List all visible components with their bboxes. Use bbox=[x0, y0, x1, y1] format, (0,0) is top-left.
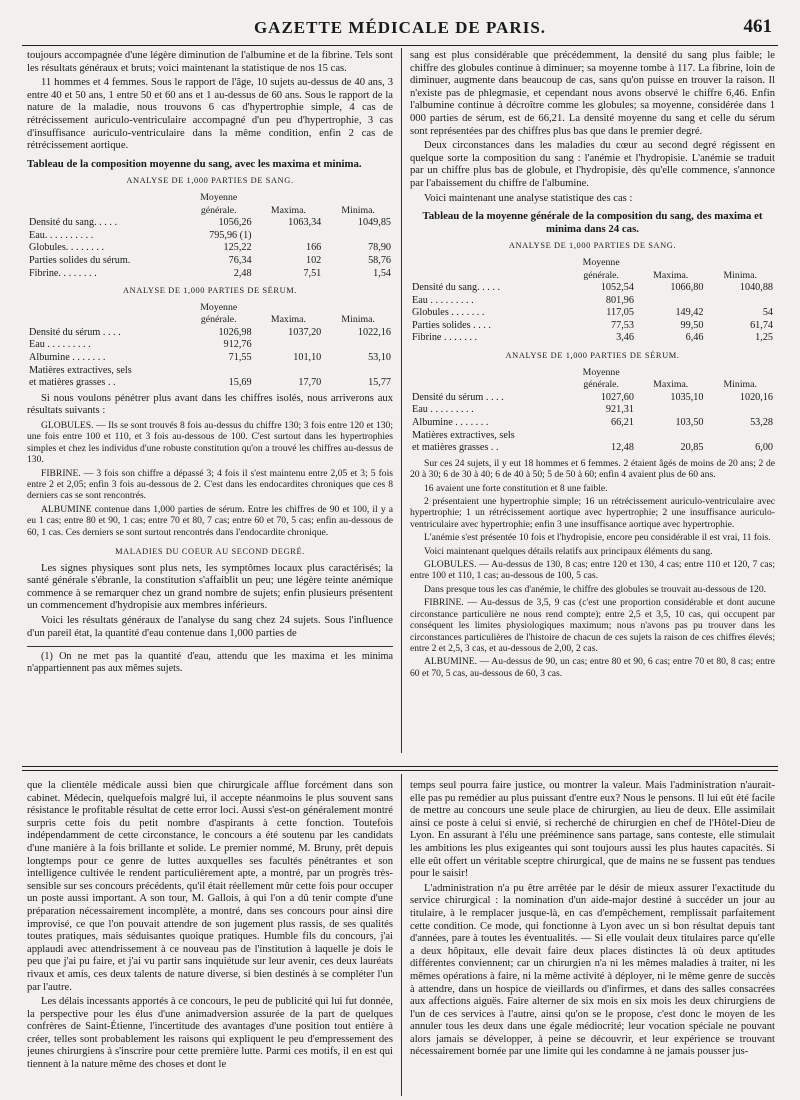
feuilleton-paragraph: temps seul pourra faire justice, ou montrer la valeur. Mais l'administration n'aurait-elle pas pu remédier au plus puissant d'entre eux? Nous le pensons. Il lui eût été facile de mettre au concours une seule place de chirurgien, au lieu de deux. Elle assimilait ainsi ce poste à celui si envié, si recherché de chirurgien en chef de l'Hôtel-Dieu de Lyon. En assurant à l'élu une prééminence sans partage, sans conteste, elle stimulait les ambitions les plus exigeantes qui sont toujours aussi les plus hautes capacités. Si elle eût offert un véritable sceptre chirurgical, que de mains ne se fussent pas tendues pour le saisir! bbox=[410, 780, 775, 880]
table-row bbox=[27, 352, 393, 365]
column-divider-bottom bbox=[401, 774, 402, 1096]
sang-caption-1: ANALYSE DE 1,000 PARTIES DE SANG. bbox=[126, 176, 294, 186]
globules-paragraph-2: GLOBULES. — Au-dessus de 130, 8 cas; entre 120 et 130, 4 cas; entre 110 et 120, 7 cas; entre 100 et 110, 1 cas; au-dessous de 100, 5 cas. bbox=[410, 559, 775, 582]
continued-paragraph: sang est plus considérable que précédemment, la densité du sang plus faible; le chiffre des globules continue à diminuer; sa moyenne tombe à 117. La fibrine, loin de diminuer, augmente dans beaucoup de cas, sans qu'on puisse en trouver la raison. Il n'existe pas de phlegmasie, et cependant nous avons observé le chiffre 6,46. Enfin l'albumine continue à décroître comme les globules; sa moyenne, considérée dans 1 000 parties de sérum, est de 66,21. La densité moyenne du sang et celle du sérum sont représentées par des chiffres plus bas que dans le premier degré. bbox=[410, 50, 775, 137]
table-cell bbox=[636, 295, 706, 308]
table-cell: 71,55 bbox=[228, 352, 252, 364]
table-cell bbox=[705, 430, 775, 443]
table-cell: 1066,80 bbox=[670, 282, 704, 294]
table-cell: 17,70 bbox=[298, 377, 322, 389]
col-header: Maxima. bbox=[270, 204, 306, 216]
table-row bbox=[410, 417, 775, 430]
feuilleton-rule-1 bbox=[22, 766, 778, 767]
table-cell: 7,51 bbox=[303, 267, 322, 279]
right-column bbox=[410, 50, 775, 750]
table-row bbox=[27, 217, 393, 230]
table-row bbox=[410, 430, 775, 443]
table-cell: 1026,98 bbox=[218, 326, 252, 338]
feuilleton-paragraph: que la clientèle médicale aussi bien que chirurgicale afflue forcément dans son cabinet. Médecin, quelquefois malgré lui, il accepte néanmoins le plus souvent sans résistance le profitable résultat de cette error loci. Aussi s'est-on généralement montré surpris cette fois du petit nombre d'aspirants à cette fonction. Toutefois indépendamment de cette circonstance, le concours a été soutenu par les candidats d'une manière à la fois brillante et solide. Le premier nommé, M. Bruny, prêt depuis longtemps pour ce genre de luttes auxquelles ses facultés pénétrantes et son intelligence cultivée le rendent particulièrement apte, a montré, par un progrès très-sensible sur ses concours précédents, qu'il était réellement mûr cette fois pour occuper un poste aussi important. A son tour, M. Gallois, à qui l'on a dû tenir compte d'une préparation nécessairement incomplète, a montré, dans ses concours pour ainsi dire improvisé, ce que l'on pouvait attendre de son jugement plus rassis, de ses qualités toutes pratiques, mais séduisantes quoique pratiques. Humble fils du concours, j'ai applaudi avec attendrissement à ce nouveau pas de l'institution à laquelle je dois le peu que j'ai pu faire, et j'ai vu partir sans inquiétude sur leur avenir, ces deux lauréats rivaux et amis, ces deux talents de nature diverse, si bien destinés à se compléter l'un par l'autre. bbox=[27, 780, 393, 993]
table-cell: Albumine . . . . . . . bbox=[29, 352, 106, 364]
table-row bbox=[410, 320, 775, 333]
col-header: Maxima. bbox=[270, 314, 306, 326]
table-cell: 1027,60 bbox=[600, 391, 634, 403]
table-cell: 1037,20 bbox=[288, 326, 322, 338]
table-row bbox=[410, 392, 775, 405]
feuilleton-left-column bbox=[27, 780, 393, 1095]
column-divider-top bbox=[401, 48, 402, 753]
table-cell: Parties solides . . . . bbox=[412, 319, 491, 331]
footnote-rule bbox=[27, 646, 393, 647]
left-column bbox=[27, 50, 393, 750]
subjects-paragraph: Sur ces 24 sujets, il y eut 18 hommes et 6 femmes. 2 étaient âgés de moins de 20 ans; 2 de 20 à 30; 6 de 30 à 40; 6 de 40 à 50; 5 de 50 à 60; enfin 4 avaient plus de 60 ans. bbox=[410, 457, 775, 481]
table-cell: 61,74 bbox=[750, 319, 773, 331]
table-cell bbox=[705, 295, 775, 308]
table-cell bbox=[254, 365, 324, 378]
globules-paragraph: GLOBULES. — Ils se sont trouvés 8 fois au-dessus du chiffre 130; 3 fois entre 120 et 130; une fois entre 100 et 110, et 3 fois au-dessous de 100. C'est surtout dans les hypertrophies simples et chez les individus d'une robuste constitution qu'on a trouvé les chiffres au-dessus de 130. bbox=[27, 420, 393, 466]
analysis-intro: Voici maintenant une analyse statistique des cas : bbox=[424, 192, 633, 204]
table-row bbox=[410, 307, 775, 320]
table-cell bbox=[636, 404, 706, 417]
table-cell: 125,22 bbox=[223, 242, 252, 254]
table-cell bbox=[410, 257, 566, 282]
table-row bbox=[27, 242, 393, 255]
anemia-paragraph: Deux circonstances dans les maladies du cœur au second degré régissent en quelque sorte la composition du sang : l'anémie et l'hydropisie. L'anémie se traduit par un chiffre plus bas de globule, et l'hydropisie, dès qu'elle commence, s'annonce par l'abaissement du chiffre de l'albumine. bbox=[410, 140, 775, 189]
table-cell bbox=[323, 339, 393, 352]
table-cell: Globules. . . . . . . . bbox=[29, 242, 104, 254]
table-cell: 795,96 (1) bbox=[209, 229, 252, 241]
table-cell bbox=[27, 302, 184, 327]
sang-table-2 bbox=[410, 257, 775, 345]
fibrine-paragraph-2: FIBRINE. — Au-dessus de 3,5, 9 cas (c'est une proportion considérable et dont aucune circonstance particulière ne nous rend compte); entre 2,5 et 3,5, 10 cas, qui occupent par conséquent les limites physiologiques maximum; nous n'avons pas pu trouver dans les circonstances particulières de l'histoire de chacun de ces sujets la raison de ces chiffres élevés; entre 2 et 2,5, 3 cas, et au-dessous de 2,00, 2 cas. bbox=[410, 597, 775, 654]
table-cell: Eau . . . . . . . . . bbox=[412, 404, 474, 416]
serum-table-2 bbox=[410, 367, 775, 455]
table-cell: Densité du sérum . . . . bbox=[29, 326, 121, 338]
table-cell bbox=[323, 230, 393, 243]
table-cell: 801,96 bbox=[605, 294, 634, 306]
table-cell: 102 bbox=[305, 254, 322, 266]
table-cell: Densité du sang. . . . . bbox=[412, 282, 500, 294]
table-cell: 1040,88 bbox=[739, 282, 773, 294]
page-header bbox=[22, 14, 778, 44]
anemia-globules-paragraph: Dans presque tous les cas d'anémie, le chiffre des globules se trouvait au-dessous de 120. bbox=[424, 583, 767, 595]
table-cell: 103,50 bbox=[675, 417, 704, 429]
table-cell: 1020,16 bbox=[739, 391, 773, 403]
table-row bbox=[410, 442, 775, 455]
table-cell bbox=[636, 430, 706, 443]
col-header: Moyenne générale. bbox=[200, 301, 238, 326]
col-header: Minima. bbox=[723, 379, 757, 391]
table-cell: 1022,16 bbox=[357, 326, 391, 338]
table-row bbox=[27, 255, 393, 268]
feuilleton-paragraph: L'administration n'a pu être arrêtée par le désir de mieux assurer l'exactitude du service chirurgical : la nomination d'un aide-major destiné à succéder un jour au titulaire, à le remplacer jusque-là, en cas d'empêchement, remplissait parfaitement cette condition. Ce mode, qui fonctionne à Lyon avec un si bon résultat depuis tant d'années, pare à toutes les éventualités. — Si elle voulait deux titulaires parce qu'elle a deux hôpitaux, elle devait faire deux places distinctes là où deux aptitudes différentes conviennent; car un chirurgien n'a ni les mêmes maladies à traiter, ni les mêmes opérations à faire, ni la même activité à déployer, ni le même genre de succès à attendre, dans un hospice de vieillards ou d'infirmes, et dans des salles consacrées aux affections aiguës. Faire alterner de six mois en six mois les deux chirurgiens de l'un de ces services à l'autre, ainsi qu'on se le propose, c'est donc le moyen de les annuler tous les deux dans une égale médiocrité; leur vocation spéciale ne pouvant alors jamais se développer, à peine se découvrir, et leur expérience se trouvant nécessairement bornée par une limite qui les condamne à ne jamais pousser jus- bbox=[410, 882, 775, 1058]
table-cell: 1035,10 bbox=[670, 391, 704, 403]
table-cell bbox=[566, 430, 636, 443]
table-title-1: Tableau de la composition moyenne du sang, avec les maxima et minima. bbox=[27, 157, 362, 170]
table-row bbox=[27, 339, 393, 352]
feuilleton-rule-2 bbox=[22, 770, 778, 771]
col-header: Minima. bbox=[341, 204, 375, 216]
col-header: Maxima. bbox=[653, 379, 689, 391]
table-cell: et matières grasses . . bbox=[29, 377, 116, 389]
col-header: Minima. bbox=[723, 269, 757, 281]
col-header: Maxima. bbox=[653, 269, 689, 281]
table-cell: Matières extractives, sels bbox=[412, 429, 515, 441]
table-cell bbox=[705, 404, 775, 417]
albumine-paragraph: ALBUMINE contenue dans 1,000 parties de sérum. Entre les chiffres de 90 et 100, il y a eu 1 cas; entre 80 et 90, 1 cas; entre 70 et 80, 7 cas; entre 60 et 70, 5 cas; enfin au-dessous de 60, 1 cas. Ces derniers se sont surtout rencontrés dans l'endocardite chronique. bbox=[27, 503, 393, 538]
table-cell: 921,31 bbox=[605, 404, 634, 416]
table-cell: 6,00 bbox=[755, 442, 773, 454]
table-cell: Eau . . . . . . . . . bbox=[412, 294, 474, 306]
table-cell bbox=[184, 365, 254, 378]
serum-caption-1: ANALYSE DE 1,000 PARTIES DE SÉRUM. bbox=[123, 286, 297, 296]
table-cell: 12,48 bbox=[611, 442, 634, 454]
table-cell: 6,46 bbox=[685, 332, 704, 344]
table-cell: 78,90 bbox=[368, 242, 391, 254]
footnote: (1) On ne met pas la quantité d'eau, attendu que les maxima et les minima n'appartiennent pas aux mêmes sujets. bbox=[27, 651, 393, 675]
albumine-paragraph-2: ALBUMINE. — Au-dessus de 90, un cas; entre 80 et 90, 6 cas; entre 70 et 80, 8 cas; entre 60 et 70, 5 cas, au-dessous de 60, 3 cas. bbox=[410, 656, 775, 679]
table-cell bbox=[410, 367, 566, 392]
hypertrophy-paragraph: 2 présentaient une hypertrophie simple; 16 un rétrécissement auriculo-ventriculaire avec hypertrophie; 1 un rétrécissement aortique avec hypertrophie; 2 une insuffisance auriculo-ventriculaire avec hypertrophie; enfin 3 une insuffisance aortique avec hypertrophie. bbox=[410, 496, 775, 530]
table-cell: 15,77 bbox=[368, 377, 391, 389]
results-intro: Si nous voulons pénétrer plus avant dans les chiffres isolés, nous arriverons aux résultats suivants : bbox=[27, 392, 393, 417]
table-cell: 53,10 bbox=[368, 352, 391, 364]
table-row bbox=[27, 230, 393, 243]
table-cell: 117,05 bbox=[606, 307, 634, 319]
table-cell: 76,34 bbox=[228, 254, 252, 266]
serum-table-1 bbox=[27, 302, 393, 390]
table-cell: 58,76 bbox=[368, 254, 391, 266]
second-degree-paragraph: Les signes physiques sont plus nets, les symptômes locaux plus caractérisés; la santé générale s'ébranle, la constitution s'affaiblit un peu; une légère teinte anémique commence à se remarquer chez un grand nombre de sujets; enfin plusieurs présentent un commencement d'hydropisie aux membres inférieurs. bbox=[27, 562, 393, 612]
fibrine-paragraph: FIBRINE. — 3 fois son chiffre a dépassé 3; 4 fois il s'est maintenu entre 2,05 et 3; 5 fois entre 2 et 2,05; enfin 3 fois au-dessous de 2. C'est dans les endocardites chroniques que ces 8 derniers cas se sont rencontrés. bbox=[27, 467, 393, 502]
table-cell: 2,48 bbox=[233, 267, 252, 279]
feuilleton-right-column bbox=[410, 780, 775, 1095]
table-cell: Densité du sang. . . . . bbox=[29, 217, 117, 229]
header-rule bbox=[22, 45, 778, 46]
table-cell: 77,53 bbox=[611, 319, 634, 331]
table-cell: 54 bbox=[762, 307, 773, 319]
table-cell: 101,10 bbox=[293, 352, 322, 364]
col-header: Moyenne générale. bbox=[582, 366, 620, 391]
sang-caption-2: ANALYSE DE 1,000 PARTIES DE SANG. bbox=[508, 241, 677, 251]
table-cell: Densité du sérum . . . . bbox=[412, 391, 504, 403]
table-row bbox=[410, 295, 775, 308]
table-cell: 99,50 bbox=[680, 319, 704, 331]
table-cell: Globules . . . . . . . bbox=[412, 307, 485, 319]
journal-title: GAZETTE MÉDICALE DE PARIS. bbox=[253, 18, 547, 37]
table-row bbox=[410, 404, 775, 417]
table-cell bbox=[27, 192, 184, 217]
table-cell: 53,28 bbox=[750, 417, 773, 429]
table-cell: 1063,34 bbox=[288, 217, 322, 229]
table-cell: 1049,85 bbox=[357, 217, 391, 229]
feuilleton-paragraph: Les délais incessants apportés à ce concours, le peu de publicité qui lui fut donnée, la perspective pour les élus d'une animadversion assurée de la part de quelques confrères de Saint-Étienne, l'incertitude des avantages d'une position tout entière à créer, telles sont probablement les raisons qui expliquent le peu d'empressement des jeunes chirurgiens à s'inscrire pour cette première lutte. Parmi ces motifs, il en est qui tiennent à la nature même des choses et dont le bbox=[27, 996, 393, 1071]
table-cell bbox=[323, 365, 393, 378]
table-row bbox=[27, 268, 393, 281]
sang-table-1 bbox=[27, 192, 393, 280]
table-row bbox=[27, 327, 393, 340]
table-cell: et matières grasses . . bbox=[412, 442, 499, 454]
page-number: 461 bbox=[743, 16, 772, 37]
statistics-paragraph: 11 hommes et 4 femmes. Sous le rapport de l'âge, 10 sujets au-dessus de 40 ans, 3 entre 40 et 50 ans, 1 entre 50 et 60 ans et 1 au-dessus de 60 ans. Sous le rapport de la nature de la maladie, nous trouvons 6 cas d'hypertrophie simple, 4 cas de rétrécissement auriculo-ventriculaire accompagné d'un peu d'hypertrophie, 3 cas d'insuffisance auriculo-ventriculaire dans la même condition, enfin 2 cas de rétrécissement aortique. bbox=[27, 77, 393, 152]
details-intro: Voici maintenant quelques détails relatifs aux principaux éléments du sang. bbox=[424, 545, 713, 557]
table-title-2: Tableau de la moyenne générale de la composition du sang, des maxima et minima dans 24 cas. bbox=[422, 210, 763, 235]
table-cell: 912,76 bbox=[223, 339, 252, 351]
table-cell: 1052,54 bbox=[600, 282, 634, 294]
table-cell: Fibrine . . . . . . . bbox=[412, 332, 478, 344]
table-row bbox=[27, 377, 393, 390]
table-row bbox=[410, 282, 775, 295]
section-heading: MALADIES DU COEUR AU SECOND DEGRÉ. bbox=[115, 547, 305, 557]
table-cell: 149,42 bbox=[675, 307, 704, 319]
table-cell: 1,25 bbox=[755, 332, 773, 344]
serum-caption-2: ANALYSE DE 1,000 PARTIES DE SÉRUM. bbox=[505, 351, 680, 361]
table-cell bbox=[254, 339, 324, 352]
intro-paragraph: toujours accompagnée d'une légère diminution de l'albumine et de la fibrine. Tels sont les résultats généraux et bruts; voici maintenant la statistique de nos 15 cas. bbox=[27, 50, 393, 74]
table-cell: 1,54 bbox=[373, 267, 391, 279]
table-row bbox=[410, 332, 775, 345]
table-cell: 166 bbox=[305, 242, 322, 254]
table-cell: 66,21 bbox=[611, 417, 634, 429]
table-cell: Parties solides du sérum. bbox=[29, 254, 131, 266]
table-cell: 20,85 bbox=[680, 442, 704, 454]
col-header: Moyenne générale. bbox=[582, 256, 620, 281]
table-row bbox=[27, 365, 393, 378]
table-cell: 1056,26 bbox=[218, 217, 252, 229]
col-header: Minima. bbox=[341, 314, 375, 326]
table-cell bbox=[254, 230, 324, 243]
table-cell: Fibrine. . . . . . . . bbox=[29, 267, 97, 279]
table-cell: Albumine . . . . . . . bbox=[412, 417, 489, 429]
col-header: Moyenne générale. bbox=[200, 191, 238, 216]
table-cell: Matières extractives, sels bbox=[29, 364, 132, 376]
results-24-paragraph: Voici les résultats généraux de l'analyse du sang chez 24 sujets. Sous l'influence d'un pareil état, la quantité d'eau contenue dans 1,000 parties de bbox=[27, 615, 393, 639]
table-cell: 15,69 bbox=[228, 377, 252, 389]
constitution-paragraph: 16 avaient une forte constitution et 8 une faible. bbox=[424, 482, 608, 494]
table-cell: Eau . . . . . . . . . bbox=[29, 339, 91, 351]
table-cell: Eau. . . . . . . . . . bbox=[29, 229, 94, 241]
anemia-count-paragraph: L'anémie s'est présentée 10 fois et l'hydropisie, encore peu considérable il est vrai, 11 fois. bbox=[424, 532, 771, 544]
table-cell: 3,46 bbox=[616, 332, 634, 344]
